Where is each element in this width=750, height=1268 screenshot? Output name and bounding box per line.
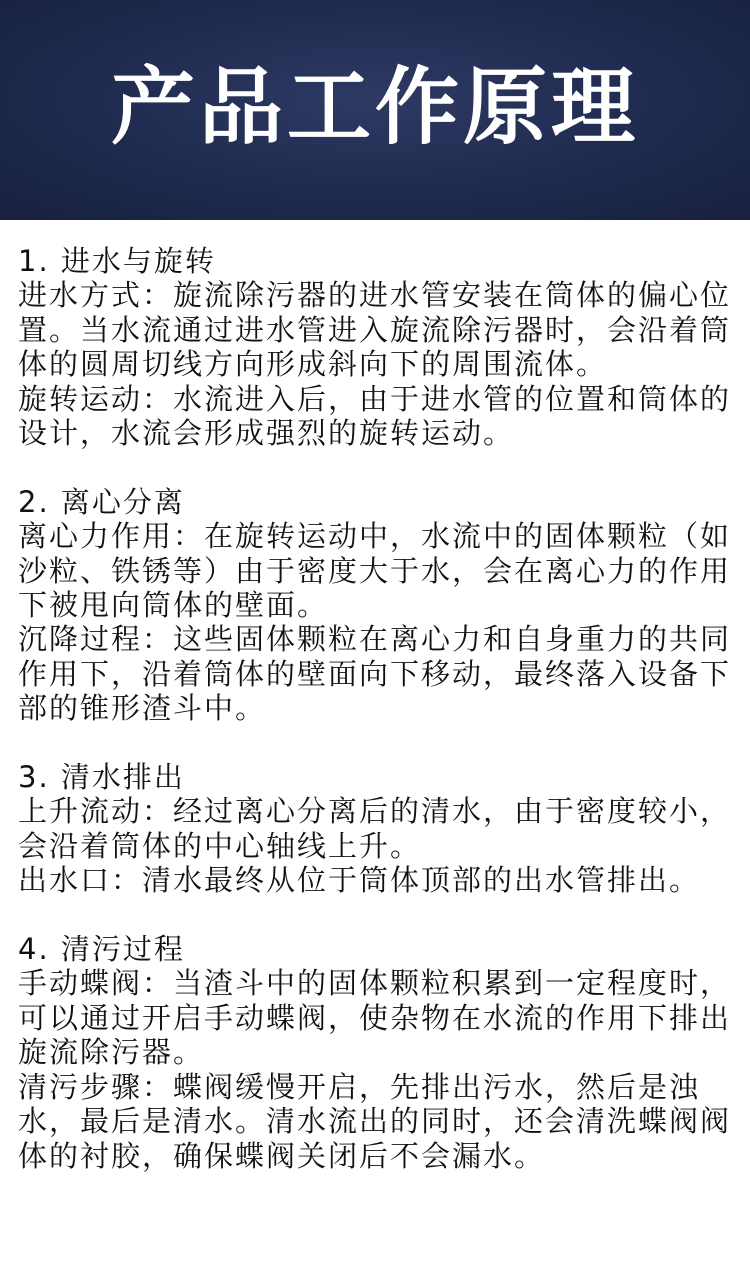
section-title: 3. 清水排出 xyxy=(18,760,185,795)
content-body xyxy=(18,244,738,1173)
section-title: 4. 清污过程 xyxy=(18,932,185,967)
paragraph-manual-butterfly-valve: 手动蝶阀：当渣斗中的固体颗粒积累到一定程度时，可以通过开启手动蝶阀，使杂物在水流的作用下排出旋流除污器。 xyxy=(18,966,732,1070)
section-clean-water-discharge xyxy=(18,760,738,898)
section-centrifugal-separation xyxy=(18,485,738,726)
header-banner xyxy=(0,0,750,220)
section-inlet-rotation xyxy=(18,244,738,450)
paragraph-cleaning-steps: 清污步骤：蝶阀缓慢开启，先排出污水，然后是浊水，最后是清水。清水流出的同时，还会清洗蝶阀阀体的衬胶，确保蝶阀关闭后不会漏水。 xyxy=(18,1069,732,1173)
section-title: 2. 离心分离 xyxy=(18,484,185,519)
paragraph-settling-process: 沉降过程：这些固体颗粒在离心力和自身重力的共同作用下，沿着筒体的壁面向下移动，最终落入设备下部的锥形渣斗中。 xyxy=(18,622,732,726)
section-title: 1. 进水与旋转 xyxy=(18,244,216,278)
paragraph-upward-flow: 上升流动：经过离心分离后的清水，由于密度较小，会沿着筒体的中心轴线上升。 xyxy=(18,794,732,863)
paragraph-rotation-motion: 旋转运动：水流进入后，由于进水管的位置和筒体的设计，水流会形成强烈的旋转运动。 xyxy=(18,381,732,451)
section-cleaning-process xyxy=(18,932,738,1173)
paragraph-inlet-method: 进水方式：旋流除污器的进水管安装在筒体的偏心位置。当水流通过进水管进入旋流除污器时，会沿着筒体的圆周切线方向形成斜向下的周围流体。 xyxy=(18,278,732,382)
paragraph-water-outlet: 出水口：清水最终从位于筒体顶部的出水管排出。 xyxy=(18,863,701,898)
paragraph-centrifugal-force: 离心力作用：在旋转运动中，水流中的固体颗粒（如沙粒、铁锈等）由于密度大于水，会在离心力的作用下被甩向筒体的壁面。 xyxy=(18,519,732,623)
page-title: 产品工作原理 xyxy=(110,58,639,156)
